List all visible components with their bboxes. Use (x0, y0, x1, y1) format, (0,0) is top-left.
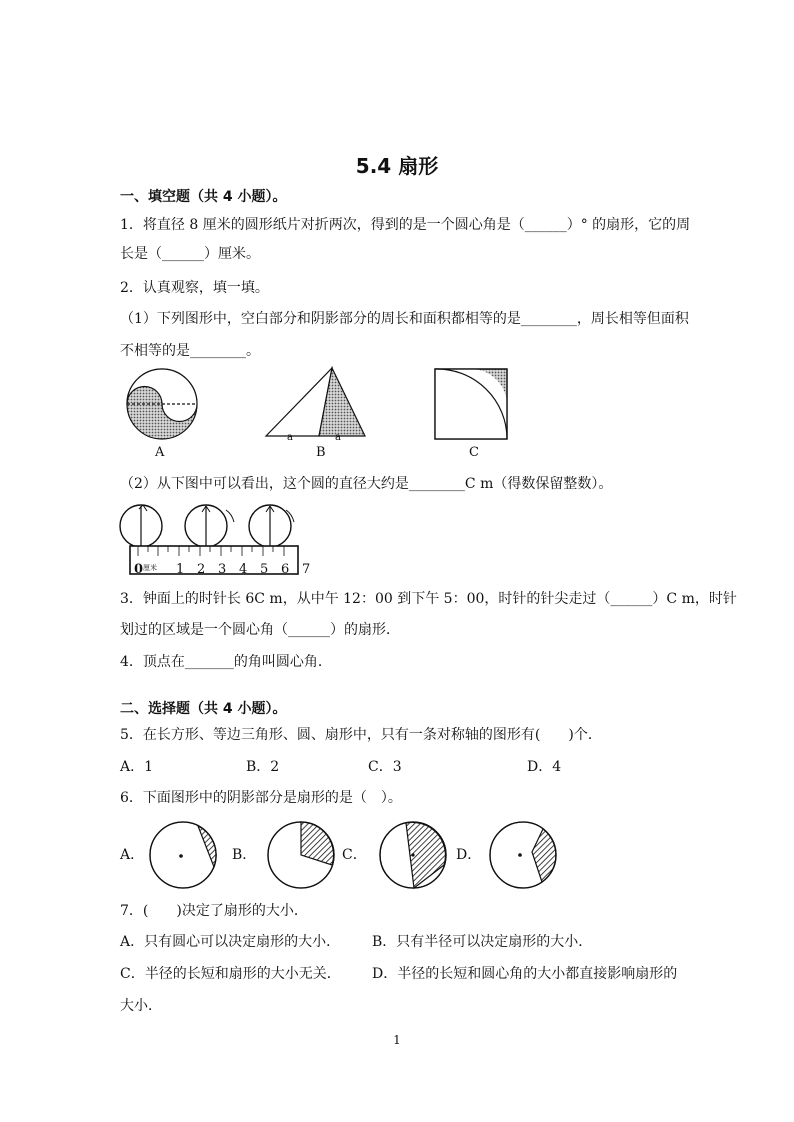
figure-b-base-label-right: a (335, 432, 341, 443)
question-1-line-2: 长是（______）厘米。 (120, 246, 260, 262)
question-6-option-d-label: D． (456, 847, 482, 863)
question-1-line-1: 1．将直径 8 厘米的圆形纸片对折两次，得到的是一个圆心角是（______）° 的扇形，它的周 (120, 217, 691, 233)
question-6-option-b-circle (266, 820, 336, 890)
figure-b-base-label-left: a (287, 432, 293, 443)
question-4: 4．顶点在_______的角叫圆心角． (120, 654, 332, 670)
figure-b-label: B (316, 445, 326, 460)
question-6-option-d-circle (488, 820, 558, 890)
ruler-tick-5: 5 (260, 562, 269, 577)
question-7-option-d-line-1: D．半径的长短和圆心角的大小都直接影响扇形的 (372, 966, 678, 982)
question-6-option-a-label: A． (120, 847, 145, 863)
question-5-option-c: C．3 (368, 759, 402, 775)
question-3-line-2: 划过的区域是一个圆心角（______）的扇形． (120, 622, 400, 638)
question-6-option-c-circle (378, 820, 448, 890)
ruler-tick-3: 3 (218, 562, 227, 577)
question-6-option-b-label: B． (232, 847, 257, 863)
question-7-option-c: C．半径的长短和扇形的大小无关． (120, 966, 341, 982)
figure-a-circle-diagram (118, 368, 208, 448)
ruler-tick-4: 4 (239, 562, 248, 577)
question-5-stem: 5．在长方形、等边三角形、圆、扇形中，只有一条对称轴的图形有( )个． (120, 727, 602, 743)
ruler-unit-label: 厘米 (143, 564, 157, 572)
question-7-option-a: A．只有圆心可以决定扇形的大小． (120, 934, 341, 950)
section-heading-fill-blank: 一、填空题（共 4 小题）。 (120, 189, 287, 205)
question-7-stem: 7．( )决定了扇形的大小． (120, 903, 308, 919)
question-5-option-a: A．1 (120, 759, 154, 775)
question-3-line-1: 3．钟面上的时针长 6C m，从中午 12：00 到下午 5：00，时针的针尖走过（______）C m，时针 (120, 591, 737, 607)
figure-a-label: A (155, 445, 165, 460)
ruler-tick-0: 0 (134, 562, 144, 577)
ruler-tick-7: 7 (302, 562, 311, 577)
question-2-sub1-line-1: （1）下列图形中，空白部分和阴影部分的周长和面积都相等的是________，周长相等但面积 (120, 311, 689, 327)
question-2-sub1-line-2: 不相等的是________。 (120, 343, 260, 359)
question-5-option-d: D．4 (527, 759, 562, 775)
question-2-intro: 2．认真观察，填一填。 (120, 280, 269, 296)
page-title: 5.4 扇形 (355, 154, 439, 178)
question-2-sub2: （2）从下图中可以看出，这个圆的直径大约是________C m（得数保留整数）。 (120, 476, 613, 492)
question-7-option-d-line-2: 大小． (120, 998, 162, 1014)
question-6-option-a-circle (148, 820, 218, 890)
ruler-tick-2: 2 (197, 562, 206, 577)
question-7-option-b: B．只有半径可以决定扇形的大小． (372, 934, 593, 950)
question-5-option-b: B．2 (246, 759, 280, 775)
page-number: 1 (393, 1033, 401, 1047)
figure-c-square-diagram (434, 368, 514, 443)
ruler-tick-6: 6 (281, 562, 290, 577)
question-6-option-c-label: C． (342, 847, 367, 863)
figure-c-label: C (469, 445, 479, 460)
ruler-tick-1: 1 (176, 562, 185, 577)
section-heading-multiple-choice: 二、选择题（共 4 小题）。 (120, 701, 287, 717)
figure-b-triangle-diagram (262, 366, 372, 446)
question-6-stem: 6．下面图形中的阴影部分是扇形的是（ ）。 (120, 790, 402, 806)
